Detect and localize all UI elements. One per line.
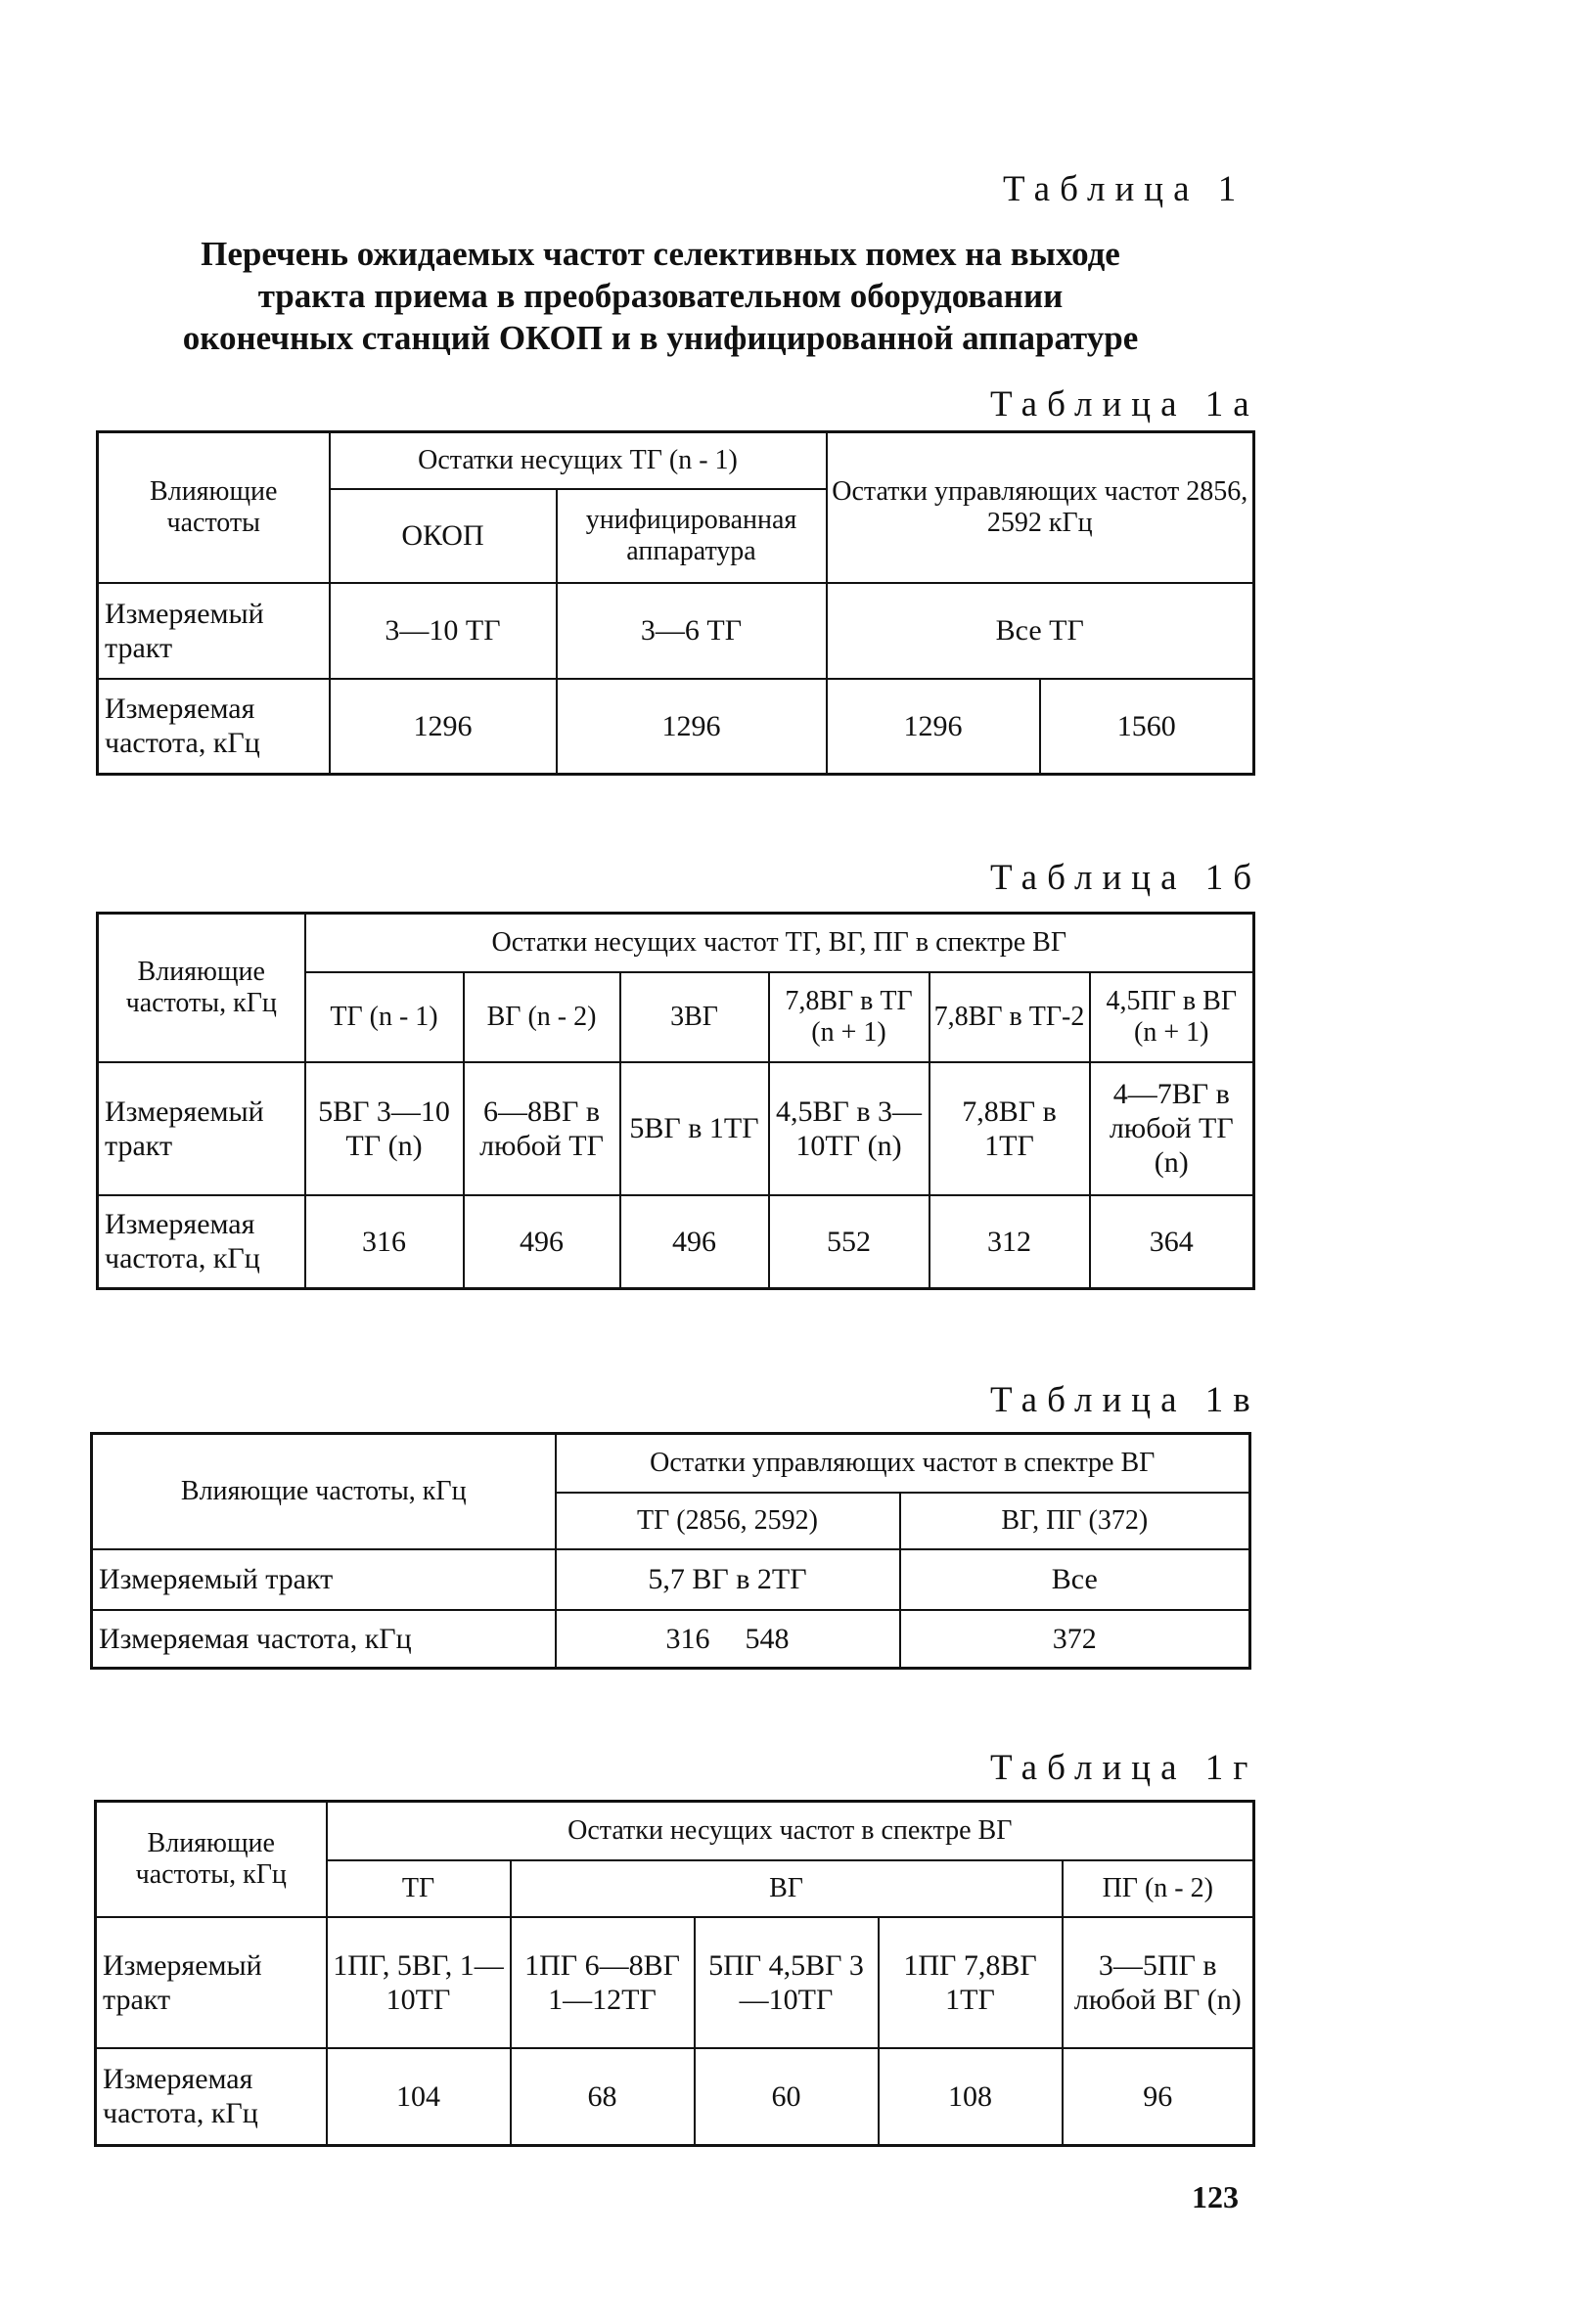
table-1g-cell: 60: [695, 2048, 879, 2146]
table-1b-cell: 6—8ВГ в любой ТГ: [464, 1062, 620, 1195]
table-1b-column-header: 3ВГ: [620, 972, 769, 1062]
table-1v-cell: 372: [900, 1610, 1250, 1669]
table-1a-header-control: Остатки управляющих частот 2856, 2592 кГц: [827, 432, 1254, 583]
table-1v-cell: 316: [556, 1610, 728, 1669]
table-1g-group-header: ПГ (n - 2): [1063, 1860, 1254, 1917]
heading-line-2: тракта приема в преобразовательном оборудовании: [257, 277, 1064, 315]
table-1a-cell: 1296: [557, 679, 827, 775]
table-1g-cell: 3—5ПГ в любой ВГ (n): [1063, 1917, 1254, 2048]
table-1a-row-label-frequency: Измеряемая частота, кГц: [98, 679, 330, 775]
heading-line-1: Перечень ожидаемых частот селективных помех на выходе: [201, 235, 1120, 273]
table-1v-cell: 548: [728, 1610, 900, 1669]
table-1a-header-influence: Влияющие частоты: [98, 432, 330, 583]
heading-line-3: оконечных станций ОКОП и в унифицированной аппаратуре: [182, 319, 1139, 357]
table-1g-caption: Таблица 1г: [990, 1748, 1258, 1788]
table-1v-header-influence: Влияющие частоты, кГц: [92, 1434, 556, 1549]
table-1a-header-residual: Остатки несущих ТГ (n - 1): [330, 432, 827, 489]
table-1g-row-label-path: Измеряемый тракт: [96, 1917, 327, 2048]
table-1a-cell: 3—6 ТГ: [557, 583, 827, 679]
table-1g-header-residual: Остатки несущих частот в спектре ВГ: [327, 1802, 1254, 1860]
table-1a-header-okop: ОКОП: [330, 489, 557, 583]
table-1b-cell: 496: [464, 1195, 620, 1289]
table-1b-cell: 7,8ВГ в 1ТГ: [930, 1062, 1090, 1195]
table-1b-cell: 364: [1090, 1195, 1254, 1289]
table-1v-cell: 5,7 ВГ в 2ТГ: [556, 1549, 900, 1610]
table-1a-cell: 1296: [330, 679, 557, 775]
table-1a-row-label-path: Измеряемый тракт: [98, 583, 330, 679]
table-1b-header-residual: Остатки несущих частот ТГ, ВГ, ПГ в спектре ВГ: [305, 914, 1254, 972]
table-1v: [90, 1432, 1251, 1670]
table-1b-column-header: ТГ (n - 1): [305, 972, 464, 1062]
table-1v-row-label-frequency: Измеряемая частота, кГц: [92, 1610, 556, 1669]
table-1v-column-header: ВГ, ПГ (372): [900, 1493, 1250, 1549]
table-1a-cell: 1560: [1040, 679, 1254, 775]
table-1g-cell: 108: [879, 2048, 1063, 2146]
table-1g-cell: 104: [327, 2048, 511, 2146]
table-1b-caption: Таблица 1б: [990, 858, 1262, 898]
table-1a-header-unified: унифицированная аппаратура: [557, 489, 827, 583]
table-1v-header-control: Остатки управляющих частот в спектре ВГ: [556, 1434, 1250, 1493]
table-1b-column-header: 7,8ВГ в ТГ (n + 1): [769, 972, 930, 1062]
table-1b-cell: 4—7ВГ в любой ТГ (n): [1090, 1062, 1254, 1195]
table-1g-group-header: ТГ: [327, 1860, 511, 1917]
table-1g-header-influence: Влияющие частоты, кГц: [96, 1802, 327, 1917]
table-1b-cell: 316: [305, 1195, 464, 1289]
table-1g-row-label-frequency: Измеряемая частота, кГц: [96, 2048, 327, 2146]
table-1g-cell: 5ПГ 4,5ВГ 3—10ТГ: [695, 1917, 879, 2048]
table-1g: [94, 1800, 1255, 2147]
table-1b-row-label-frequency: Измеряемая частота, кГц: [98, 1195, 305, 1289]
table-1g-cell: 68: [511, 2048, 695, 2146]
table-1a-cell: 1296: [827, 679, 1040, 775]
table-1b: [96, 912, 1255, 1290]
table-1b-cell: 496: [620, 1195, 769, 1289]
table-1v-row-label-path: Измеряемый тракт: [92, 1549, 556, 1610]
table-1g-group-header: ВГ: [511, 1860, 1063, 1917]
table-1b-cell: 5ВГ в 1ТГ: [620, 1062, 769, 1195]
table-1b-column-header: 7,8ВГ в ТГ-2: [930, 972, 1090, 1062]
table-1a: [96, 430, 1255, 776]
table-1b-cell: 5ВГ 3—10 ТГ (n): [305, 1062, 464, 1195]
page-number: 123: [1192, 2179, 1239, 2214]
table-1a-cell: Все ТГ: [827, 583, 1254, 679]
table-1b-row-label-path: Измеряемый тракт: [98, 1062, 305, 1195]
table-1g-cell: 1ПГ 7,8ВГ 1ТГ: [879, 1917, 1063, 2048]
table-1g-cell: 1ПГ 6—8ВГ 1—12ТГ: [511, 1917, 695, 2048]
table-1v-caption: Таблица 1в: [990, 1380, 1260, 1420]
document-heading: [98, 233, 1223, 359]
table-1b-cell: 4,5ВГ в 3—10ТГ (n): [769, 1062, 930, 1195]
table-1b-cell: 552: [769, 1195, 930, 1289]
table-1g-cell: 96: [1063, 2048, 1254, 2146]
table-1b-header-influence: Влияющие частоты, кГц: [98, 914, 305, 1062]
table-1a-cell: 3—10 ТГ: [330, 583, 557, 679]
table-1g-cell: 1ПГ, 5ВГ, 1—10ТГ: [327, 1917, 511, 2048]
table-1b-cell: 312: [930, 1195, 1090, 1289]
main-table-caption: Таблица 1: [1003, 169, 1247, 209]
table-1b-column-header: 4,5ПГ в ВГ (n + 1): [1090, 972, 1254, 1062]
table-1a-caption: Таблица 1а: [990, 384, 1259, 425]
table-1b-column-header: ВГ (n - 2): [464, 972, 620, 1062]
table-1v-column-header: ТГ (2856, 2592): [556, 1493, 900, 1549]
table-1v-cell: Все: [900, 1549, 1250, 1610]
